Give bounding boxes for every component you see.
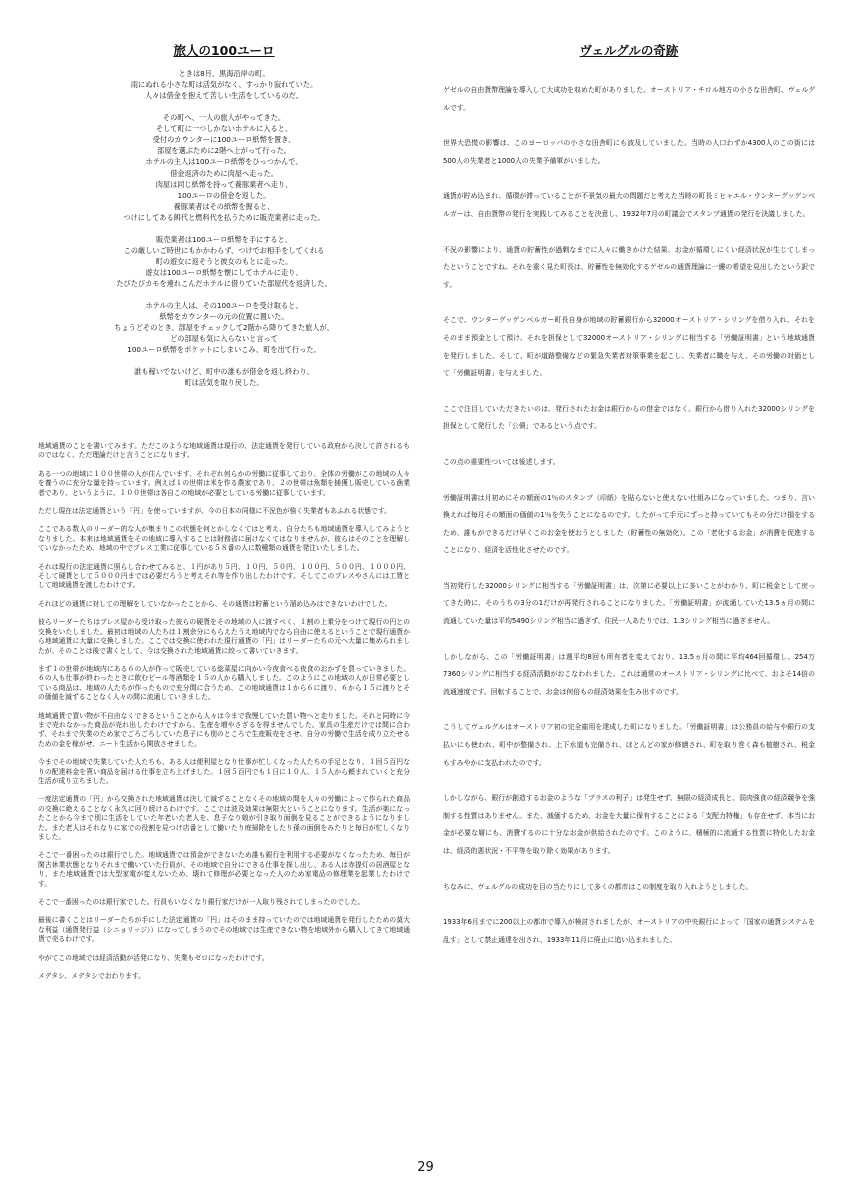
poem-stanza (38, 112, 410, 224)
essay-paragraph: ここである数人のリーダー的な人が集まりこの状態を何とかしなくてはと考え、自分たちも地域通貨を導入してみようとなりました。本来は地域通貨をその地域に導入することは財務省に届けなくてはなりませんが、彼らはそのことを理解していなかったため、地域の中でプレス工業に従事している５８番の人に数種類の通貨を発注いたしました。 (38, 525, 410, 553)
body-paragraph: ここで注目していただきたいのは、発行されたお金は銀行からの借金ではなく、銀行から借り入れた32000シリングを担保として発行した「公債」であるという点です。 (443, 404, 815, 431)
body-paragraph: 労働証明書は月初めにその額面の1％のスタンプ（印紙）を貼らないと使えない仕組みになっていました。つまり、言い換えれば毎月その額面の価値の1％を失うことになるのです。したがって手元にずっと持っていてもその分だけ損をするため、誰もができるだけ早くこのお金を使おうとしました（貯蓄性の無効化）。この「老化するお金」が消費を促進することになり、経済を活性化させたのです。 (443, 493, 815, 555)
body-paragraph: 世界大恐慌の影響は、このヨーロッパの小さな田舎町にも波及していました。当時の人口わずか4300人のこの街には500人の失業者と1000人の失業予備軍がいました。 (443, 139, 815, 165)
body-paragraph: そこで、ウンターグッゲンベルガー町長自身が地域の貯蓄銀行から32000オーストリア・シリングを借り入れ、それをそのまま預金として預け、それを担保として32000オーストリア・シリングに相当する「労働証明書」という地域通貨を発行しました。そして、町が道路整備などの緊急失業者対策事業を起こし、失業者に職を与え、その労働の対価として「労働証明書」を与えました。 (443, 316, 815, 378)
body-paragraph: しかしながら、この「労働証明書」は週平均8回も所有者を変えており、13.5ヵ月の間に平均464回循環し、254万7360シリングに相当する経済活動がおこなわれました。これは通常のオーストリア・シリングに比べて、およそ14倍の流通速度です。回転することで、お金は何倍もの経済効果を生み出すのです。 (443, 652, 815, 696)
poem-line: たびたびカモを連れこんだホテルに借りていた部屋代を返済した。 (116, 279, 332, 289)
essay-paragraph: メデタシ、メデタシでおわります。 (38, 972, 145, 981)
poem-line: 遊女は100ユーロ紙幣を懐にしてホテルに走り、 (145, 268, 303, 278)
poem-line: この厳しいご時世にもかかわらず、つけでお相手をしてくれる (123, 245, 325, 255)
poem (38, 68, 410, 398)
essay-paragraph: そこで一番困ったのは銀行家でした。行員もいなくなり銀行家だけが一人取り残されてしまったのでした。 (38, 898, 365, 907)
right-body (443, 82, 815, 967)
poem-stanza (38, 300, 410, 356)
poem-line: 部屋を選ぶために2階へ上がって行った。 (157, 146, 291, 156)
body-paragraph: 1933年6月までに200以上の都市で導入が検討されましたが、オーストリアの中央銀行によって「国家の通貨システムを乱す」として禁止通達を出され、1933年11月に廃止に追い込まれました。 (443, 918, 815, 944)
poem-line: そして町に一つしかないホテルに入ると、 (155, 123, 293, 133)
essay-paragraph: 地域通貨のことを書いてみます。ただこのような地域通貨は現行の、法定通貨を発行している政府から決して許されるものではなく、ただ理論だけと言うことになります。 (38, 442, 410, 460)
poem-line: ホテルの主人は、その100ユーロを受け取ると、 (145, 300, 303, 310)
essay-paragraph: それほどの通貨に対しての理解をしていなかったことから、その通貨は貯蓄という溜め込みはできないわけでした。 (38, 599, 392, 608)
essay-paragraph: そこで一番困ったのは銀行でした。地域通貨では預金ができないため誰も銀行を利用する必要がなくなったため、毎日が閑古休業状態となりそれまで働いていた行員が、その地域で自分にできる仕事を探し出し、ある人は赤提灯の居酒屋となり、また地域通貨では大型家電が変えないため、壊れて修理が必要となった人のため家電品の修理業を起業したわけです。 (38, 851, 410, 888)
poem-line: どの部屋も気に入らないと言って (170, 334, 278, 344)
poem-line: 100ユーロ紙幣をポケットにしまいこみ、町を出て行った。 (127, 345, 321, 355)
poem-line: 誰も稼いでないけど、町中の誰もが借金を返し終わり、 (134, 366, 314, 376)
poem-line: 紙幣をカウンターの元の位置に置いた。 (159, 311, 289, 321)
essay-paragraph: ただし現在は法定通貨という「円」を使っていますが、今の日本の同様に不況色が強く失業者もあふれる状態です。 (38, 507, 391, 516)
poem-stanza (38, 366, 410, 388)
poem-line: ときは8月、黒海沿岸の町。 (178, 69, 270, 78)
essay-paragraph: やがてこの地域では経済活動が活発になり、失業もゼロになったわけです。 (38, 953, 269, 962)
body-paragraph: 不況の影響により、通貨の貯蓄性が過剰なまでに人々に働きかけた結果、お金が循環しにくい経済状況が生じてしまったということですね。それを重く見た町長は、貯蓄性を無効化するゲゼルの通貨理論に一縷の希望を見出したという訳です。 (443, 245, 815, 289)
poem-line: その町へ、一人の旅人がやってきた。 (162, 112, 286, 122)
left-column (38, 0, 410, 1153)
essay-paragraph: それは現行の法定通貨に照らし合わせてみると、１円があり５円、１０円、５０円、１００円、５００円、１０００円、そして硬貨として５０００円までは必要だろうと考えそれ等を作り出したわけです。そしてこのプレスやさんには工賃として地域通貨を渡したわけです。 (38, 562, 410, 590)
body-paragraph: ちなみに、ヴェルグルの成功を目の当たりにして多くの都市はこの制度を取り入れようとしました。 (443, 882, 753, 891)
poem-line: 町は活気を取り戻した。 (184, 377, 264, 387)
essay-paragraph: ある一つの地域に１００世帯の人が住んでいます、それぞれ何らかの労働に従事しており、全体の労働がこの地域の人々を養うのに充分な量を持っています。例えば１の世帯は米を作る農家であり、２の世帯は魚類を捕獲し販売している漁業者であり、というように、１００世帯は各自この地域が必要としている労働に従事しています。 (38, 469, 410, 497)
body-paragraph: ゲゼルの自由貨幣理論を導入して大成功を収めた町がありました。オーストリア・チロル地方の小さな田舎町、ヴェルグルです。 (443, 86, 815, 112)
essay-paragraph: まず１の世帯が地域内にある６の人が作って販売している総菜屋に向かい今夜食べる夜食のおかずを買っていきました。６の人も仕事が終わったときに飲むビール等酒類を１５の人から購入しました。このようにこの地域の人が日常必要としている商品は、地域の人たちが作ったもので充分間に合うため、この地域通貨は１から６に渡り、６から１５に渡りとその価値を減ずることなく人々の間に流通していきました。 (38, 664, 410, 702)
poem-line: つけにしてある餌代と燃料代を払うために販売業者に走った。 (123, 213, 325, 223)
body-paragraph: この点の重要性ついては後述します。 (443, 457, 560, 466)
poem-line: ホテルの主人は100ユーロ紙幣をひっつかんで、 (145, 157, 303, 167)
essay-paragraph: 一度法定通貨の「円」から交換された地域通貨は決して減ずることなくその地域の間を人々の労働によって作られた商品の交換に絶えることなく永久に回り続けるわけです。ここでは波及効果は無限大ということになります。生活が楽になったことから今まで別に生活をしていた年老いた老人を、息子なり娘が引き取り面倒を見ることができるようになりました。また老人はそれなりに家での役割を見つけ店番として働いたり庭掃除をしたり孫の面倒をみたりと毎日が忙しくなりました。 (38, 795, 410, 841)
body-paragraph: 当初発行した32000シリングに相当する「労働証明書」は、次第に必要以上に多いことがわかり、町に税金として戻ってきた時に、そのうちの3分の1だけが再発行されることになりました。「労働証明書」が流通していた13.5ヵ月の間に流通していた量は平均5490シリング相当に過ぎず、住民一人あたりでは、1.3シリング相当に過ぎません。 (443, 581, 815, 626)
poem-line: 肉屋は同じ紙幣を持って養豚業者へ走り、 (155, 179, 293, 189)
right-column (443, 0, 815, 1153)
poem-line: 100ユーロの借金を返した。 (177, 191, 271, 201)
essay-paragraph: 今までその地域で失業していた人たちも、ある人は便利屋となり仕事が忙しくなった人たちの手足となり、１回５百円なりの配達料金を貰い商品を届ける仕事を立ち上げました。１回５百円でも１日に１０人、１５人から頼まれていくと充分生活が成り立ちました。 (38, 758, 410, 785)
essay-paragraph: 地域通貨で買い物が不自由なくできるということから人々は今まで我慢していた買い物へと走りました。それと同時に今まで売れなかった商品が売れ出したわけですから、生産を増やさざるを得ませんでした。家具の生産だけでは間に合わず、それまで失業のため家でごろごろしていた息子にも別のところで生産販売をさせ、自分の労働で生活を成り立たせるための金を稼がせ、ニート生活から開放させました。 (38, 711, 410, 748)
poem-stanza (38, 68, 410, 102)
body-paragraph: 通貨が貯め込まれ、循環が滞っていることが不景気の最大の問題だと考えた当時の町長ミヒャエル・ウンターグッゲンベルガーは、自由貨幣の発行を実践してみることを決意し、1932年7月の町議会でスタンプ通貨の発行を決議しました。 (443, 192, 815, 218)
left-title: 旅人の100ユーロ (173, 43, 275, 58)
essay-paragraph: 彼らリーダーたちはプレス屋から受け取った彼らの硬貨をその地域の人に渡すべく、１割の上乗分をつけて現行の円との交換をいたしました。最初は地域の人たちは１割余分にもらえたうえ地域内でなら自由に使えるということで現行通貨から地域通貨に大量に交換しました。ここでは交換に使われた現行通貨の「円」はリーダーたちの元へ大量に集められましたが、そのことは後で書くとして、今は交換された地域通貨に絞って書いていきます。 (38, 618, 410, 655)
poem-line: 養豚業者はその紙幣を握ると、 (173, 202, 275, 212)
page-number: 29 (417, 1160, 434, 1175)
poem-line: 雨にぬれる小さな町は活気がなく、すっかり寂れていた。 (130, 80, 318, 90)
right-title: ヴェルグルの奇跡 (579, 43, 679, 58)
poem-line: ちょうどそのとき、部屋をチェックして2階から降りてきた旅人が、 (114, 323, 334, 333)
poem-line: 人々は借金を抱えて苦しい生活をしているのだ。 (144, 91, 304, 101)
essay-paragraph: 最後に書くことはリーダーたちが手にした法定通貨の「円」はそのまま持っていたのでは地域通貨を発行したための莫大な利益（通貨発行益（シニョリッジ））になってしまうのでその地域では生産できない物を地域外から購入してきて地域通貨で売るわけです。 (38, 916, 410, 944)
body-paragraph: こうしてヴェルグルはオーストリア初の完全雇用を達成した町になりました。「労働証明書」は公務員の給与や銀行の支払いにも使われ、町中が整備され、上下水道も完備され、ほとんどの家が修繕され、町を取り巻く森も植樹され、税金もすみやかに支払われたのです。 (443, 723, 815, 767)
body-paragraph: しかしながら、銀行が創造するお金のような「プラスの利子」は発生せず、無限の経済成長と、弱肉強食の経済競争を強制する性質はありません。また、減価するため、お金を大量に保有することによる「支配力特権」も存在せず、本当にお金が必要な層にも、消費するのに十分なお金が供給されたのです。このように、積極的に流通する性質に特化したお金は、経済的悪状況・不平等を取り除く効果があります。 (443, 794, 815, 855)
poem-line: 受付のカウンターに100ユーロ紙幣を置き、 (152, 135, 296, 145)
poem-stanza (38, 234, 410, 290)
essay (38, 442, 410, 990)
poem-line: 販売業者は100ユーロ紙幣を手にすると、 (156, 234, 292, 244)
poem-line: 借金返済のために肉屋へ走った。 (170, 168, 278, 178)
poem-line: 町の遊女に返そうと彼女のもとに走った。 (155, 257, 293, 267)
